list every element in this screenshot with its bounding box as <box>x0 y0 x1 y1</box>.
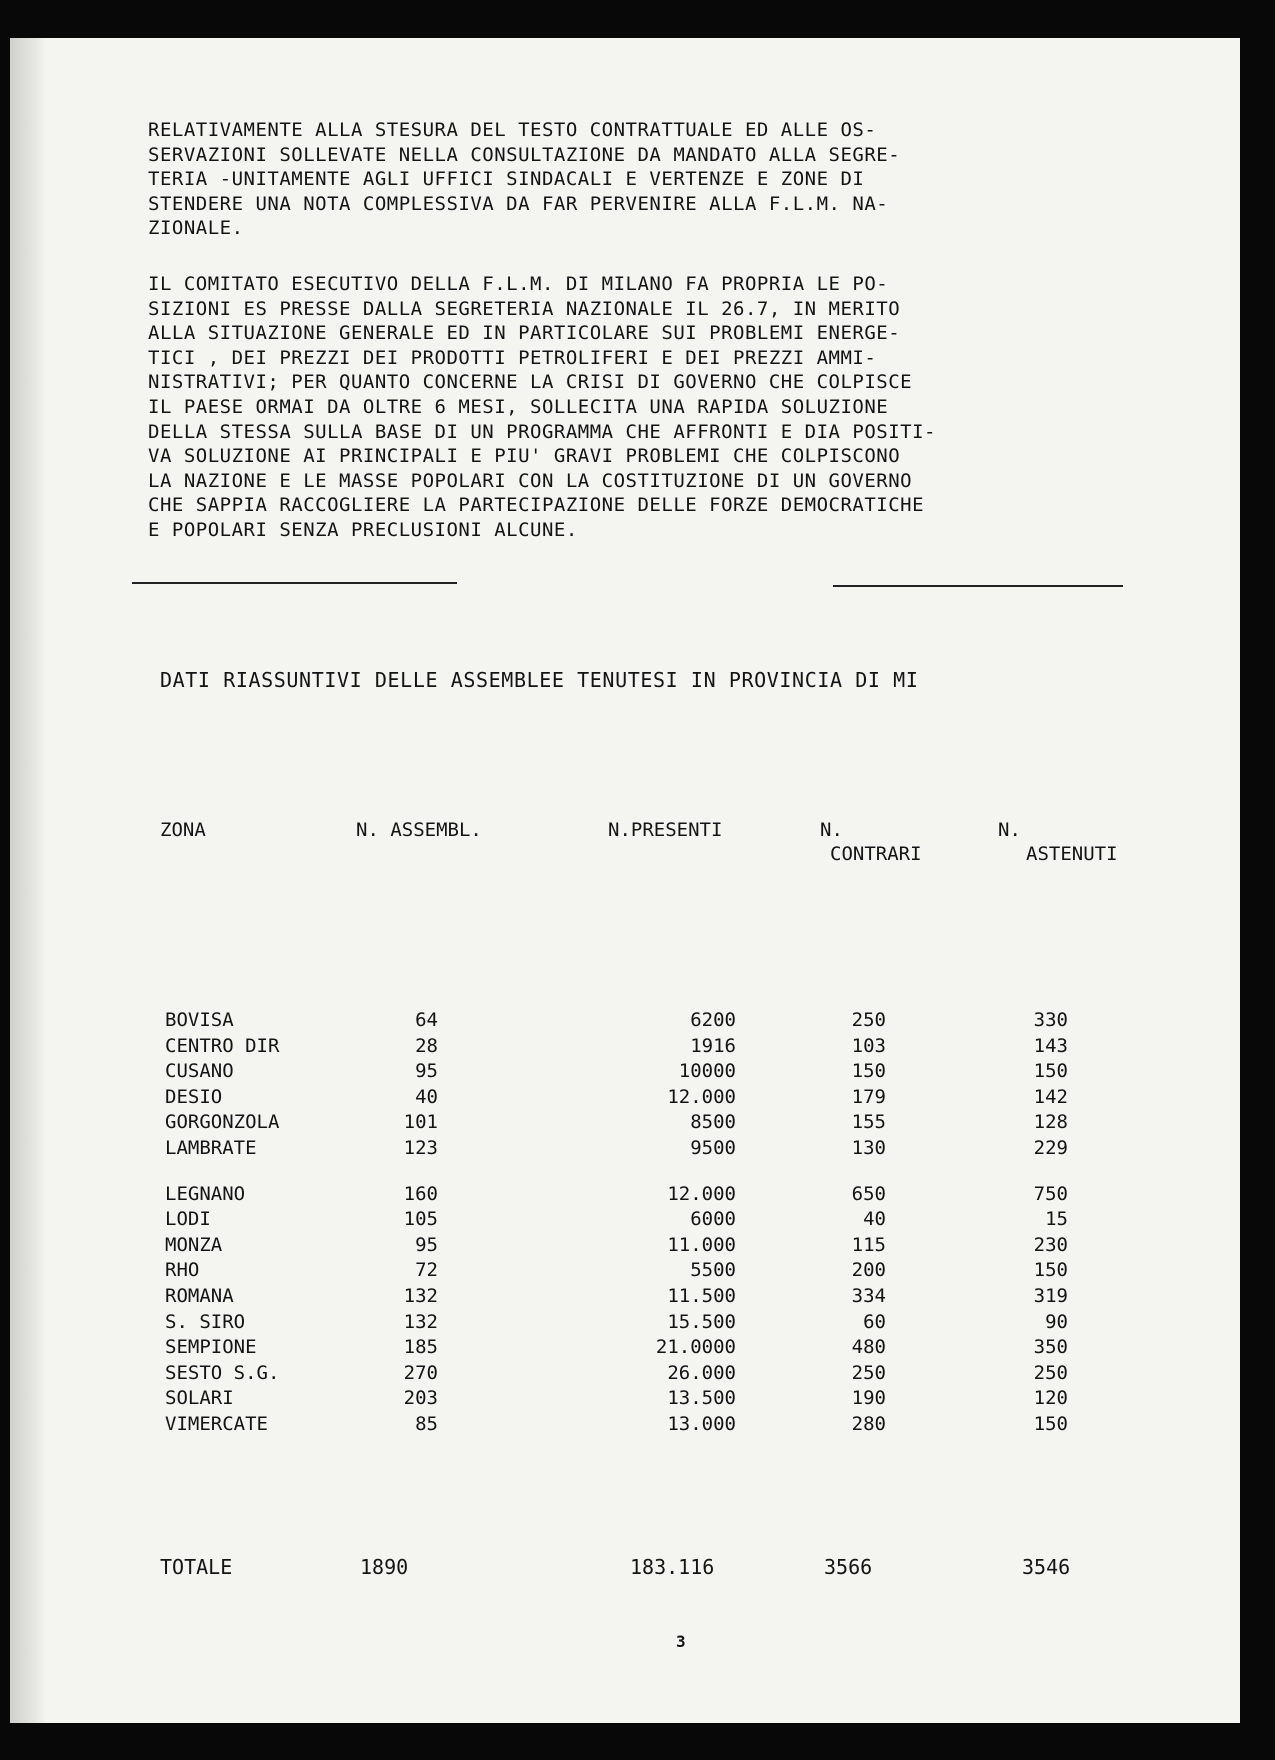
cell-presenti: 26.000 <box>667 1361 736 1384</box>
table-row <box>0 1284 1275 1309</box>
text-line: RELATIVAMENTE ALLA STESURA DEL TESTO CONTRATTUALE ED ALLE OS- <box>148 119 877 141</box>
header-contrari <box>820 818 950 866</box>
text-line: VA SOLUZIONE AI PRINCIPALI E PIU' GRAVI PROBLEMI CHE COLPISCONO <box>148 445 901 468</box>
cell-contrari: 650 <box>851 1182 886 1205</box>
cell-contrari: 250 <box>851 1009 886 1031</box>
text-line: TERIA -UNITAMENTE AGLI UFFICI SINDACALI E VERTENZE E ZONE DI <box>148 168 865 191</box>
separator-rule-right <box>833 585 1123 587</box>
cell-zona: LEGNANO <box>165 1182 246 1205</box>
cell-assemblee: 101 <box>403 1111 438 1134</box>
text-line: SIZIONI ES PRESSE DALLA SEGRETERIA NAZIONALE IL 26.7, IN MERITO <box>148 297 901 320</box>
text-line: CHE SAPPIA RACCOGLIERE LA PARTECIPAZIONE DELLE FORZE DEMOCRATICHE <box>148 494 925 517</box>
text-line: IL COMITATO ESECUTIVO DELLA F.L.M. DI MILANO FA PROPRIA LE PO- <box>148 273 889 295</box>
text-line: TICI , DEI PREZZI DEI PRODOTTI PETROLIFERI E DEI PREZZI AMMI- <box>148 346 877 369</box>
table-row <box>0 1207 1275 1232</box>
cell-presenti: 6200 <box>690 1009 736 1031</box>
total-contrari: 3566 <box>824 1555 873 1579</box>
cell-zona: LODI <box>165 1208 211 1231</box>
cell-zona: DESIO <box>165 1085 223 1108</box>
cell-astenuti: 142 <box>1033 1085 1068 1108</box>
cell-presenti: 8500 <box>690 1111 736 1134</box>
cell-contrari: 480 <box>851 1336 886 1359</box>
cell-contrari: 179 <box>851 1085 886 1108</box>
cell-assemblee: 160 <box>403 1182 438 1205</box>
cell-contrari: 200 <box>851 1259 886 1282</box>
text-line: NISTRATIVI; PER QUANTO CONCERNE LA CRISI DI GOVERNO CHE COLPISCE <box>148 371 913 394</box>
cell-assemblee: 132 <box>403 1285 438 1307</box>
cell-astenuti: 120 <box>1033 1387 1068 1410</box>
cell-astenuti: 230 <box>1033 1233 1068 1256</box>
cell-assemblee: 95 <box>415 1060 438 1083</box>
cell-astenuti: 150 <box>1033 1060 1068 1083</box>
cell-assemblee: 64 <box>415 1009 438 1031</box>
header-astenuti-line-1: N. <box>998 819 1021 841</box>
paragraph-1 <box>148 118 900 241</box>
cell-zona: VIMERCATE <box>165 1413 268 1435</box>
cell-presenti: 13.500 <box>667 1387 736 1410</box>
cell-astenuti: 15 <box>1045 1208 1068 1231</box>
cell-astenuti: 319 <box>1033 1285 1068 1307</box>
text-line: STENDERE UNA NOTA COMPLESSIVA DA FAR PERVENIRE ALLA F.L.M. NA- <box>148 192 889 215</box>
cell-presenti: 6000 <box>690 1208 736 1231</box>
paragraph-2 <box>148 272 936 543</box>
text-line: LA NAZIONE E LE MASSE POPOLARI CON LA COSTITUZIONE DI UN GOVERNO <box>148 469 913 492</box>
cell-zona: LAMBRATE <box>165 1137 257 1159</box>
table-row <box>0 1310 1275 1335</box>
table-row <box>0 1182 1275 1207</box>
cell-astenuti: 143 <box>1033 1034 1068 1057</box>
text-line: SERVAZIONI SOLLEVATE NELLA CONSULTAZIONE DA MANDATO ALLA SEGRE- <box>148 143 901 166</box>
header-contrari-line-2: CONTRARI <box>830 843 922 865</box>
cell-assemblee: 40 <box>415 1085 438 1108</box>
cell-astenuti: 90 <box>1045 1310 1068 1333</box>
cell-assemblee: 72 <box>415 1259 438 1282</box>
table-row <box>0 1034 1275 1059</box>
header-assemblee: N. ASSEMBL. <box>356 819 482 841</box>
text-line: E POPOLARI SENZA PRECLUSIONI ALCUNE. <box>148 518 578 541</box>
header-contrari-line-1: N. <box>820 819 843 841</box>
cell-assemblee: 95 <box>415 1233 438 1256</box>
cell-astenuti: 750 <box>1033 1182 1068 1205</box>
table-row <box>0 1361 1275 1386</box>
cell-astenuti: 350 <box>1033 1336 1068 1359</box>
table-row <box>0 1110 1275 1135</box>
cell-contrari: 280 <box>851 1413 886 1435</box>
cell-assemblee: 85 <box>415 1413 438 1435</box>
binding-edge <box>10 38 46 1723</box>
page-number: 3 <box>676 1632 686 1651</box>
cell-contrari: 250 <box>851 1361 886 1384</box>
separator-rule-left <box>132 582 457 584</box>
table-row <box>0 1258 1275 1283</box>
table-row <box>0 1386 1275 1411</box>
document-page <box>10 38 1240 1723</box>
text-line: ZIONALE. <box>148 217 244 240</box>
table-row <box>0 1412 1275 1437</box>
cell-assemblee: 132 <box>403 1310 438 1333</box>
cell-contrari: 334 <box>851 1285 886 1307</box>
table-title: DATI RIASSUNTIVI DELLE ASSEMBLEE TENUTESI IN PROVINCIA DI MI <box>160 668 919 692</box>
cell-assemblee: 28 <box>415 1034 438 1057</box>
cell-astenuti: 150 <box>1033 1259 1068 1282</box>
table-row <box>0 1233 1275 1258</box>
cell-zona: ROMANA <box>165 1285 234 1307</box>
cell-astenuti: 229 <box>1033 1137 1068 1159</box>
table-row <box>0 1136 1275 1161</box>
cell-assemblee: 123 <box>403 1137 438 1159</box>
table-row <box>0 1335 1275 1360</box>
cell-zona: SESTO S.G. <box>165 1361 280 1384</box>
header-astenuti-line-2: ASTENUTI <box>1026 843 1118 865</box>
cell-presenti: 12.000 <box>667 1085 736 1108</box>
cell-astenuti: 150 <box>1033 1413 1068 1435</box>
cell-zona: SOLARI <box>165 1387 234 1410</box>
text-line: ALLA SITUAZIONE GENERALE ED IN PARTICOLARE SUI PROBLEMI ENERGE- <box>148 322 901 345</box>
cell-presenti: 15.500 <box>667 1310 736 1333</box>
cell-zona: MONZA <box>165 1233 223 1256</box>
cell-zona: CENTRO DIR <box>165 1034 280 1057</box>
total-assemblee: 1890 <box>360 1555 409 1579</box>
cell-contrari: 103 <box>851 1034 886 1057</box>
total-astenuti: 3546 <box>1022 1555 1071 1579</box>
cell-zona: GORGONZOLA <box>165 1111 280 1134</box>
cell-astenuti: 330 <box>1033 1009 1068 1031</box>
cell-assemblee: 105 <box>403 1208 438 1231</box>
cell-astenuti: 128 <box>1033 1111 1068 1134</box>
cell-presenti: 12.000 <box>667 1182 736 1205</box>
cell-zona: S. SIRO <box>165 1310 246 1333</box>
total-label: TOTALE <box>160 1555 233 1579</box>
cell-presenti: 5500 <box>690 1259 736 1282</box>
cell-contrari: 60 <box>863 1310 886 1333</box>
cell-presenti: 13.000 <box>667 1413 736 1435</box>
cell-contrari: 40 <box>863 1208 886 1231</box>
header-astenuti <box>998 818 1148 866</box>
cell-presenti: 1916 <box>690 1034 736 1057</box>
total-presenti: 183.116 <box>630 1555 715 1579</box>
cell-presenti: 21.0000 <box>655 1336 736 1359</box>
cell-zona: RHO <box>165 1259 200 1282</box>
cell-contrari: 115 <box>851 1233 886 1256</box>
text-line: DELLA STESSA SULLA BASE DI UN PROGRAMMA CHE AFFRONTI E DIA POSITI- <box>148 420 936 443</box>
cell-presenti: 11.500 <box>667 1285 736 1307</box>
table-row <box>0 1059 1275 1084</box>
table-row <box>0 1008 1275 1033</box>
cell-presenti: 11.000 <box>667 1233 736 1256</box>
cell-assemblee: 270 <box>403 1361 438 1384</box>
text-line: IL PAESE ORMAI DA OLTRE 6 MESI, SOLLECITA UNA RAPIDA SOLUZIONE <box>148 395 889 418</box>
cell-assemblee: 185 <box>403 1336 438 1359</box>
cell-contrari: 150 <box>851 1060 886 1083</box>
cell-astenuti: 250 <box>1033 1361 1068 1384</box>
cell-contrari: 155 <box>851 1111 886 1134</box>
cell-zona: BOVISA <box>165 1009 234 1031</box>
cell-presenti: 9500 <box>690 1137 736 1159</box>
cell-zona: SEMPIONE <box>165 1336 257 1359</box>
header-presenti: N.PRESENTI <box>608 819 723 841</box>
table-total-row <box>0 1555 1275 1585</box>
cell-contrari: 130 <box>851 1137 886 1159</box>
cell-zona: CUSANO <box>165 1060 234 1083</box>
table-row <box>0 1085 1275 1110</box>
cell-presenti: 10000 <box>678 1060 736 1083</box>
header-zona: ZONA <box>160 819 206 841</box>
cell-contrari: 190 <box>851 1387 886 1410</box>
cell-assemblee: 203 <box>403 1387 438 1410</box>
